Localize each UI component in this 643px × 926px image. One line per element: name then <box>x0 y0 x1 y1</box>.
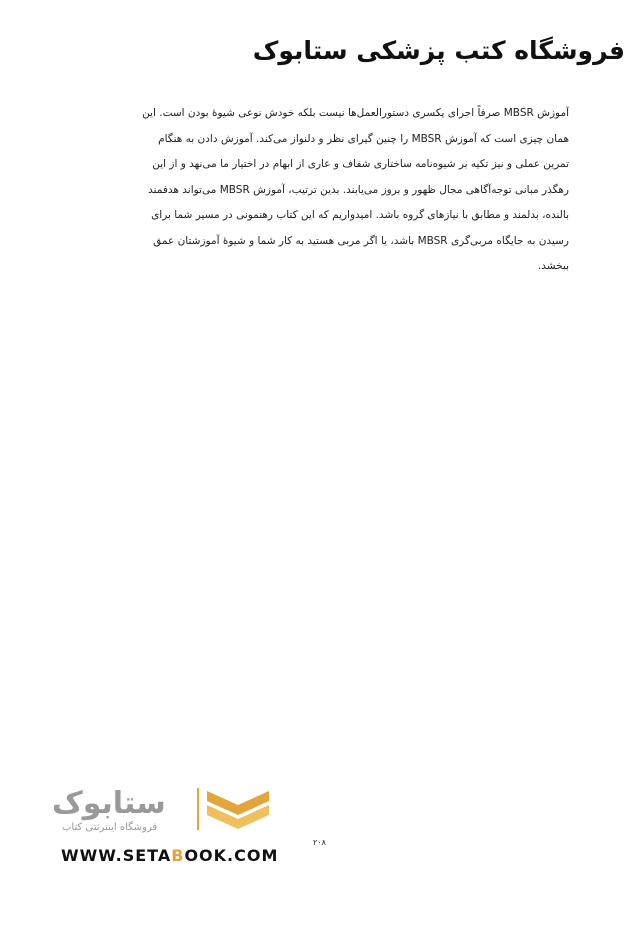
website-url[interactable] <box>61 846 278 865</box>
url-accent: B <box>171 846 185 865</box>
body-paragraph <box>72 101 569 280</box>
paragraph-line: همان چیزی است که آموزش MBSR را چنین گیرای نظر و دلنواز می‌کند. آموزش دادن به هنگام <box>158 132 569 145</box>
page-title: فروشگاه کتب پزشکی ستابوک <box>252 36 625 65</box>
paragraph-line: رهگذر مبانی توجه‌آگاهی مجال ظهور و بروز می‌یابند. بدین ترتیب، آموزش MBSR می‌تواند هدفمند <box>148 183 569 196</box>
paragraph-line: ببخشد. <box>537 260 569 272</box>
url-prefix: WWW.SETA <box>61 846 172 865</box>
paragraph-line: آموزش MBSR صرفاً اجرای یکسری دستورالعمل‌ها نیست بلکه خودش نوعی شیوهٔ بودن است. این <box>142 107 569 119</box>
book-chevron-icon <box>205 787 271 831</box>
url-suffix: OOK.COM <box>184 846 279 865</box>
paragraph-line: تمرین عملی و نیز تکیه بر شیوه‌نامه ساختاری شفاف و عاری از ابهام در اختیار ما می‌نهد و از این <box>152 158 569 170</box>
brand-tagline: فروشگاه اینترنتی کتاب <box>62 822 158 833</box>
page-number: ۲۰۸ <box>313 838 326 847</box>
paragraph-line: رسیدن به جایگاه مربی‌گری MBSR باشد، یا اگر مربی هستید به کار شما و شیوهٔ آموزشتان عمق <box>153 234 569 247</box>
paragraph-line: بالنده، بدلمند و مطابق با نیازهای گروه باشد. امیدواریم که این کتاب رهنمونی در مسیر شما برای <box>151 209 569 221</box>
logo-divider <box>197 788 199 830</box>
brand-logo-text: ستابوک <box>52 786 166 821</box>
